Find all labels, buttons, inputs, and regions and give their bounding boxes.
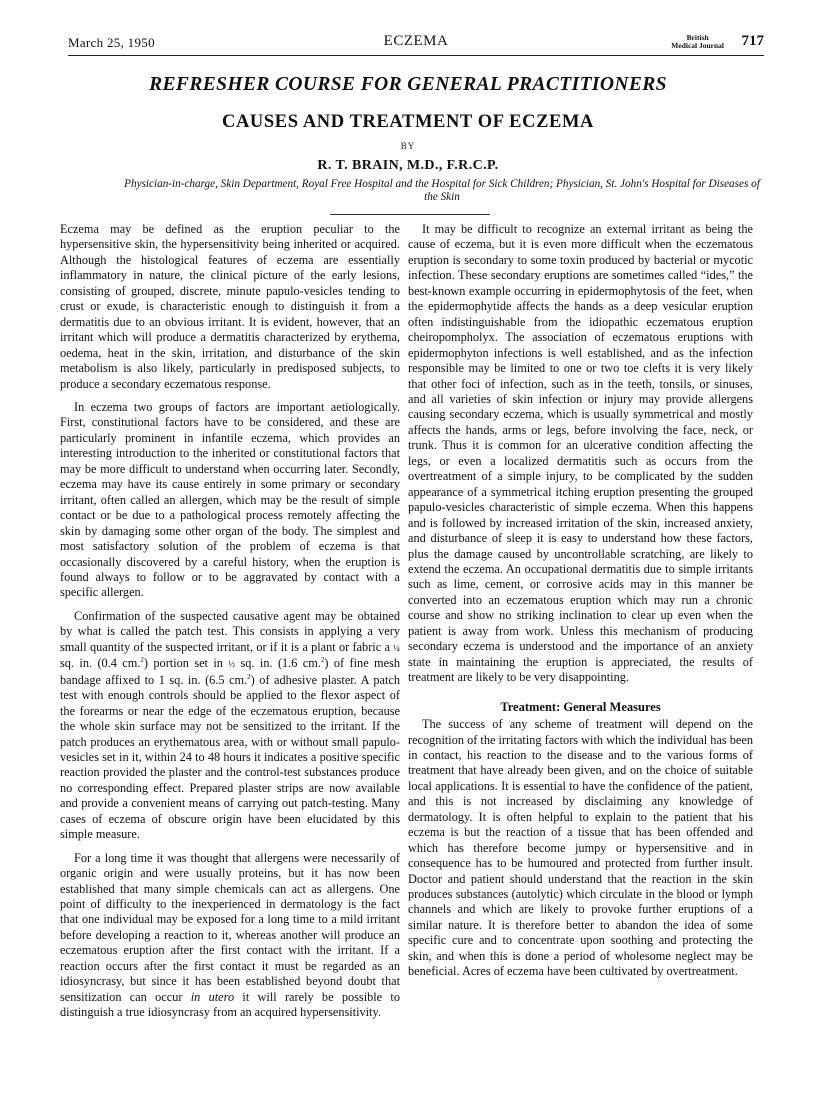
paragraph-aetiology: In eczema two groups of factors are important aetiologically. First, constitutional factors have to be considered, and these are particularly prominent in infantile eczema, which provides an interesting introduction to the inherited or constitutional factors that may be more difficult to understand when occurring later. Secondly, eczema may have its cause entirely in some primary or secondary irritant, often called an allergen, which may be the result of simple contact or be due to a pathological process remotely affecting the skin by damaging some other organ of the body. The simplest and most satisfactory solution of the problem of eczema is that occasionally discovered by a careful history, when the eruption is found always to follow or to be aggravated by contact with a specific allergen. [60,399,400,600]
right-column [408,222,753,988]
paragraph-secondary-eczema: It may be difficult to recognize an external irritant as being the cause of eczema, but it is even more difficult when the eczematous eruption is secondary to some toxin produced by bacterial or mycotic infection. These secondary eruptions are sometimes called “ides,” the best-known example occurring in epidermophytosis of the feet, when the epidermophytide affects the hands as a deep vesicular eruption often indistinguishable from the idiopathic eczematous eruption cheiropompholyx. The association of eczematous eruptions with epidermophyton infections is well established, and as the infection responsible may be limited to one or two toe clefts it is very likely that other foci of infection, such as in the teeth, tonsils, or sinuses, and all varieties of skin infection or injury may provide allergens causing secondary eczema, which is usually symmetrical and mostly affects the hands, arms or legs, before involving the face, neck, or trunk. Thus it is common for an ulcerative condition affecting the legs, or even a localized dermatitis such as occurs from the overtreatment of a simple injury, to be complicated by the sudden appearance of a symmetrical itching eruption presenting the grouped papulo-vesicles characteristic of simple eczema. When this happens and is followed by increased irritation of the skin, increased anxiety, and disturbance of sleep it is easy to understand how these factors, plus the damage caused by uncontrollable scratching, are likely to extend the eczema. An occupational dermatitis due to simple irritants such as lime, cement, or corrosive acids may in this manner be converted into an eczematous eruption which may run a chronic course and show no striking inclination to clear up even when the patient is away from work. Unless this mechanism of producing secondary eczema is understood and the importance of an anxiety state in maintaining the eruption is appreciated, the results of treatment are likely to be very disappointing. [408,222,753,685]
paragraph-allergens [60,851,400,1021]
fraction-half: ½ [228,659,236,670]
left-column [60,222,400,1029]
page-number: 717 [741,33,764,49]
title-divider [330,214,490,215]
superscript-2: 2 [247,672,251,681]
issue-date: March 25, 1950 [68,35,155,50]
byline-by: BY [400,141,416,151]
patch-test-text-c: ) portion set in [143,656,223,671]
patch-test-text-b: sq. in. (0.4 cm. [60,656,141,671]
running-head [68,33,764,56]
journal-name [671,34,724,50]
series-title: REFRESHER COURSE FOR GENERAL PRACTITIONERS [149,74,667,95]
patch-test-text-f: ) of adhesive plaster. A patch test with enough controls should be applied to the flexor aspect of the forearms or near the edge of the eczematous eruption, because the whole skin surface may not be sensitized to the irritant. If the patch produces an erythematous area, with or without small papulo-vesicles set in it, within 24 to 48 hours it indicates a positive specific reaction provided the plaster and the control-test substances produce no corresponding effect. Prepared plaster strips are now available and provide a convenient means of carrying out patch-testing. Many cases of eczema of obscure origin have been elucidated by this simple measure. [60,672,400,842]
superscript-2: 2 [140,656,144,665]
paragraph-treatment: The success of any scheme of treatment will depend on the recognition of the irritating factors with which the individual has been in contact, his reaction to the disease and to the various forms of treatment that have already been given, and on the choice of suitable local applications. It is essential to have the confidence of the patient, and this is not increased by disclaiming any knowledge of dermatology. It is often helpful to explain to the patient that his eczema is but the reaction of a tissue that has been offended and which has therefore become jumpy or hypersensitive and in consequence has to be humoured and protected from further insult. Doctor and patient should understand that the reaction in the skin produces substances (autolytic) which circulate in the blood or lymph channels and which are likely to provoke further eruptions of a similar nature. It is therefore better to abandon the idea of some specific cure and to concentrate upon soothing and protecting the skin, and when this is done a period of wholesome neglect may be beneficial. Acres of eczema have been cultivated by overtreatment. [408,717,753,979]
section-name: ECZEMA [383,33,449,49]
section-heading: Treatment: General Measures [500,699,661,714]
patch-test-text-d: sq. in. (1.6 cm. [240,656,321,671]
allergens-text-a: For a long time it was thought that allergens were necessarily of organic origin and were usually proteins, but it has now been established that many simple chemicals can act as allergens. One point of difficulty to the inexperienced in dermatology is the fact that one individual may be exposed for a long time to a mild irritant before developing a reaction to it, whereas another will produce an eczematous eruption after the first contact with the irritant. If a reaction occurs after the first contact it must be regarded as an idiosyncrasy, but since it has been established beyond doubt that sensitization can occur [60,850,400,1004]
allergens-text-b: it will rarely be possible to distinguish a true idiosyncrasy from an acquired hypersensitivity. [60,989,400,1020]
in-utero-italic: in utero [190,989,235,1004]
fraction-quarter: ¼ [393,642,400,653]
superscript-2: 2 [320,656,325,665]
journal-name-line1: British [686,33,709,42]
article-title: CAUSES AND TREATMENT OF ECZEMA [222,112,594,132]
author-affiliation: Physician-in-charge, Skin Department, Royal Free Hospital and the Hospital for Sick Children; Physician, St. John's Hospital for Diseases of the Skin [124,178,760,203]
patch-test-text-a: Confirmation of the suspected causative agent may be obtained by what is called the patch test. This consists in applying a very small quantity of the suspected irritant, or if it is a plant or fabric a [60,608,400,654]
paragraph-patch-test [60,609,400,843]
patch-test-text-e: ) of fine mesh bandage affixed to 1 sq. in. (6.5 cm. [60,656,401,687]
paragraph-definition: Eczema may be defined as the eruption peculiar to the hypersensitive skin, the hypersensitivity being inherited or acquired. Although the histological features of eczema are essentially inflammatory in nature, the clinical picture of the early lesions, consisting of grouped, discrete, minute papulo-vesicles tending to crust or exude, is characteristic enough to distinguish it from a dermatitis due to an obvious irritant. It is evident, however, that an irritant which will produce a dermatitis characterized by erythema, oedema, heat in the skin, irritation, and disturbance of the skin metabolism is also likely, particularly in predisposed subjects, to produce a secondary eczematous response. [60,222,400,391]
author-name: R. T. BRAIN, M.D., F.R.C.P. [317,158,499,173]
journal-name-line2: Medical Journal [671,41,724,50]
